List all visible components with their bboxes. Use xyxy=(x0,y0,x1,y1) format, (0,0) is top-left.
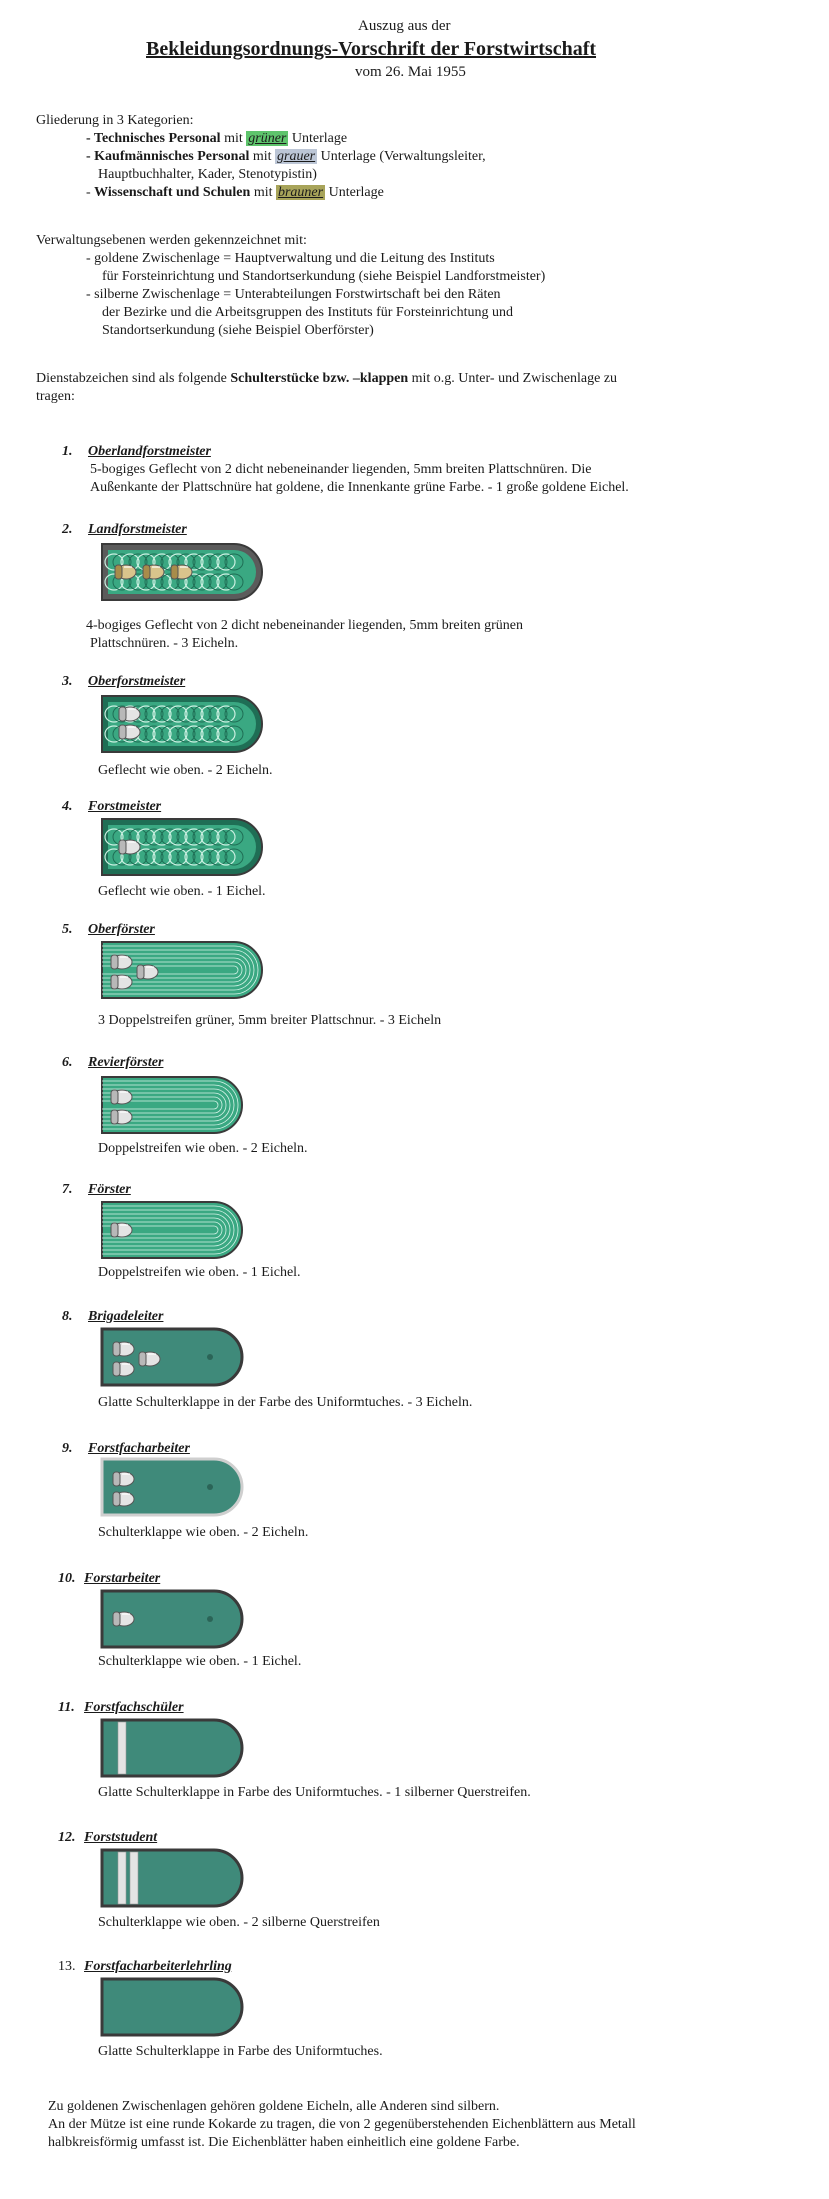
dienst-pre: Dienstabzeichen sind als folgende xyxy=(36,371,231,386)
category-science xyxy=(86,184,384,202)
epaulette-image xyxy=(96,1325,266,1389)
rank-title: Forststudent xyxy=(84,1830,158,1845)
category-technical-label: - Technisches Personal xyxy=(86,131,221,146)
epaulette-image xyxy=(96,1846,266,1910)
footer-line-3: halbkreisförmig umfasst ist. Die Eichenblätter haben einheitlich eine goldene Farbe. xyxy=(48,2135,520,2150)
footer-line-2: An der Mütze ist eine runde Kokarde zu tragen, die von 2 gegenüberstehenden Eichenblättern aus Metall xyxy=(48,2117,636,2132)
epaulette-image xyxy=(96,1198,266,1262)
acorn-icon xyxy=(113,1612,134,1626)
silver-stripe xyxy=(130,1852,138,1904)
rank-heading xyxy=(58,1957,232,1975)
rank-title: Forstfacharbeiter xyxy=(88,1441,190,1456)
rank-description: 4-bogiges Geflecht von 2 dicht nebeneinander liegenden, 5mm breiten grünen xyxy=(86,618,523,633)
category-commercial-end: Unterlage (Verwaltungsleiter, xyxy=(317,149,486,164)
levels-gold-1: - goldene Zwischenlage = Hauptverwaltung und die Leitung des Instituts xyxy=(86,251,495,266)
rank-description: Schulterklappe wie oben. - 2 silberne Querstreifen xyxy=(98,1915,380,1930)
category-commercial-label: - Kaufmännisches Personal xyxy=(86,149,250,164)
rank-heading xyxy=(62,797,161,815)
epaulette-image xyxy=(96,1587,266,1651)
dienst-bold: Schulterstücke bzw. –klappen xyxy=(230,371,409,386)
rank-number: 7. xyxy=(62,1182,73,1197)
acorn-icon xyxy=(113,1362,134,1376)
rank-number: 2. xyxy=(62,522,73,537)
rank-description: Außenkante der Plattschnüre hat goldene, die Innenkante grüne Farbe. - 1 große goldene Eichel. xyxy=(90,480,629,495)
rank-title: Forstarbeiter xyxy=(84,1571,161,1586)
rank-description: Geflecht wie oben. - 2 Eicheln. xyxy=(98,763,273,778)
category-commercial-line2: Hauptbuchhalter, Kader, Stenotypistin) xyxy=(98,167,317,182)
rank-description: Geflecht wie oben. - 1 Eichel. xyxy=(98,884,266,899)
rank-number: 10. xyxy=(58,1571,76,1586)
rank-heading xyxy=(58,1828,157,1846)
silver-stripe xyxy=(118,1852,126,1904)
rank-title: Oberforstmeister xyxy=(88,674,186,689)
acorn-icon xyxy=(137,965,158,979)
levels-intro: Verwaltungsebenen werden gekennzeichnet mit: xyxy=(36,233,307,248)
rank-title: Brigadeleiter xyxy=(88,1309,164,1324)
rank-title: Förster xyxy=(88,1182,131,1197)
rank-heading xyxy=(58,1698,184,1716)
epaulette-image xyxy=(96,938,266,1002)
category-science-pre: - xyxy=(86,185,95,200)
rank-title: Oberförster xyxy=(88,922,155,937)
levels-silver-3: Standortserkundung (siehe Beispiel Oberförster) xyxy=(102,323,374,338)
page-title: Bekleidungsordnungs-Vorschrift der Forstwirtschaft xyxy=(146,38,597,60)
rank-number: 6. xyxy=(62,1055,73,1070)
category-science-end: Unterlage xyxy=(325,185,384,200)
footer-line-1: Zu goldenen Zwischenlagen gehören goldene Eicheln, alle Anderen sind silbern. xyxy=(48,2099,500,2114)
epaulette-image xyxy=(96,1975,266,2039)
rank-heading xyxy=(62,1053,163,1071)
rank-title: Forstfachschüler xyxy=(84,1700,184,1715)
acorn-icon xyxy=(113,1342,134,1356)
dienst-post: mit o.g. Unter- und Zwischenlage zu xyxy=(408,371,618,386)
epaulette-image xyxy=(96,1073,266,1137)
category-science-label: Wissenschaft und Schulen xyxy=(94,185,251,200)
rank-description: Plattschnüren. - 3 Eicheln. xyxy=(90,636,239,651)
acorn-icon xyxy=(111,955,132,969)
rank-number: 9. xyxy=(62,1441,73,1456)
epaulette-image xyxy=(96,1455,266,1519)
dienst-text-line2: tragen: xyxy=(36,389,75,404)
category-technical xyxy=(86,130,347,148)
rank-number: 5. xyxy=(62,922,73,937)
acorn-icon xyxy=(111,1110,132,1124)
rank-heading xyxy=(62,920,155,938)
rank-number: 8. xyxy=(62,1309,73,1324)
rank-title: Landforstmeister xyxy=(88,522,187,537)
header-line1: Auszug aus der xyxy=(358,18,451,34)
highlight-green: grüner xyxy=(248,131,287,146)
epaulette-image xyxy=(96,540,266,604)
rank-description: 3 Doppelstreifen grüner, 5mm breiter Plattschnur. - 3 Eicheln xyxy=(98,1013,442,1028)
category-technical-end: Unterlage xyxy=(288,131,348,146)
rank-heading xyxy=(62,672,185,690)
highlight-grey: grauer xyxy=(277,149,316,164)
rank-title: Forstmeister xyxy=(88,799,162,814)
category-commercial-mid: mit xyxy=(249,149,276,164)
acorn-icon xyxy=(119,707,140,721)
rank-description: Doppelstreifen wie oben. - 1 Eichel. xyxy=(98,1265,301,1280)
rank-description: Glatte Schulterklappe in Farbe des Uniformtuches. - 1 silberner Querstreifen. xyxy=(98,1785,531,1800)
acorn-icon xyxy=(113,1472,134,1486)
epaulette-image xyxy=(96,1716,266,1780)
rank-number: 11. xyxy=(58,1700,75,1715)
rank-description: Glatte Schulterklappe in Farbe des Uniformtuches. xyxy=(98,2044,383,2059)
rank-number: 12. xyxy=(58,1830,76,1845)
header-date: vom 26. Mai 1955 xyxy=(355,64,466,80)
rank-title: Oberlandforstmeister xyxy=(88,444,211,459)
rank-number: 3. xyxy=(62,674,73,689)
epaulette-image xyxy=(96,815,266,879)
category-technical-mid: mit xyxy=(220,131,247,146)
acorn-icon xyxy=(139,1352,160,1366)
acorn-icon xyxy=(171,565,192,579)
levels-gold-2: für Forsteinrichtung und Standortserkundung (siehe Beispiel Landforstmeister) xyxy=(102,269,546,284)
rank-heading xyxy=(62,442,211,460)
rank-number: 1. xyxy=(62,444,73,459)
acorn-icon xyxy=(113,1492,134,1506)
rank-heading xyxy=(58,1569,160,1587)
highlight-brown: brauner xyxy=(277,185,324,200)
acorn-icon xyxy=(111,975,132,989)
levels-silver-2: der Bezirke und die Arbeitsgruppen des Instituts für Forsteinrichtung und xyxy=(102,305,513,320)
rank-description: Schulterklappe wie oben. - 2 Eicheln. xyxy=(98,1525,309,1540)
rank-number: 4. xyxy=(62,799,73,814)
rank-description: Glatte Schulterklappe in der Farbe des Uniformtuches. - 3 Eicheln. xyxy=(98,1395,473,1410)
rank-description: 5-bogiges Geflecht von 2 dicht nebeneinander liegenden, 5mm breiten Plattschnüren. Die xyxy=(90,462,592,477)
rank-title: Forstfacharbeiterlehrling xyxy=(84,1959,232,1974)
silver-stripe xyxy=(118,1722,126,1774)
acorn-icon xyxy=(119,840,140,854)
acorn-icon xyxy=(143,565,164,579)
acorn-icon xyxy=(111,1223,132,1237)
rank-heading xyxy=(62,1180,131,1198)
epaulette-image xyxy=(96,692,266,756)
acorn-icon xyxy=(111,1090,132,1104)
categories-intro: Gliederung in 3 Kategorien: xyxy=(36,113,194,128)
acorn-icon xyxy=(115,565,136,579)
category-science-mid: mit xyxy=(250,185,276,200)
category-commercial xyxy=(86,148,486,166)
rank-description: Schulterklappe wie oben. - 1 Eichel. xyxy=(98,1654,302,1669)
acorn-icon xyxy=(119,725,140,739)
levels-silver-1: - silberne Zwischenlage = Unterabteilungen Forstwirtschaft bei den Räten xyxy=(86,287,501,302)
rank-title: Revierförster xyxy=(88,1055,164,1070)
rank-heading xyxy=(62,520,187,538)
dienst-text xyxy=(36,370,617,388)
rank-number: 13. xyxy=(58,1959,76,1974)
rank-heading xyxy=(62,1307,163,1325)
rank-description: Doppelstreifen wie oben. - 2 Eicheln. xyxy=(98,1141,308,1156)
